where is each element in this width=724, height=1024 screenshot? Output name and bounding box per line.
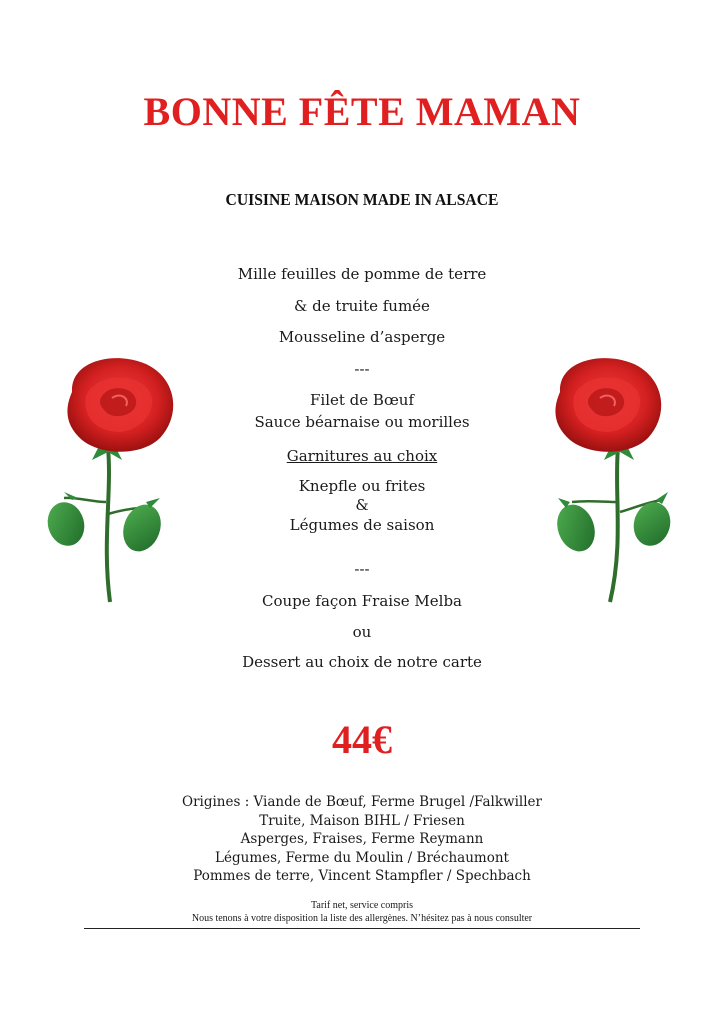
origin-line: Légumes, Ferme du Moulin / Bréchaumont — [215, 850, 509, 866]
page-title: BONNE FÊTE MAMAN — [143, 89, 581, 134]
course-separator: --- — [354, 360, 370, 378]
menu-subtitle: CUISINE MAISON MADE IN ALSACE — [225, 190, 499, 209]
starter-line-1: Mille feuilles de pomme de terre — [237, 265, 487, 283]
origin-line: Pommes de terre, Vincent Stampfler / Spechbach — [193, 868, 531, 884]
starter-line-3: Mousseline d’asperge — [278, 328, 446, 346]
garnish-heading: Garnitures au choix — [286, 447, 438, 465]
starter-line-2: & de truite fumée — [294, 297, 430, 315]
main-line-1: Filet de Bœuf — [310, 391, 414, 409]
garnish-ampersand: & — [355, 496, 369, 514]
garnish-line-1: Knepfle ou frites — [298, 477, 426, 495]
menu-price: 44€ — [332, 717, 392, 762]
rose-icon — [42, 352, 182, 608]
garnish-line-2: Légumes de saison — [289, 516, 435, 534]
origin-line: Origines : Viande de Bœuf, Ferme Brugel /Falkwiller — [182, 794, 542, 810]
footer-pricing-note: Tarif net, service compris — [310, 900, 414, 911]
rose-icon — [538, 352, 678, 608]
dessert-or: ou — [352, 623, 372, 641]
footer-divider — [84, 928, 640, 929]
dessert-line-1: Coupe façon Fraise Melba — [261, 592, 462, 610]
course-separator: --- — [354, 560, 370, 578]
origin-line: Truite, Maison BIHL / Friesen — [259, 813, 465, 829]
main-line-2: Sauce béarnaise ou morilles — [254, 413, 470, 431]
footer-allergen-note: Nous tenons à votre disposition la liste des allergènes. N’hésitez pas à nous consulter — [191, 913, 533, 924]
dessert-line-2: Dessert au choix de notre carte — [242, 653, 482, 671]
origin-line: Asperges, Fraises, Ferme Reymann — [240, 831, 484, 847]
